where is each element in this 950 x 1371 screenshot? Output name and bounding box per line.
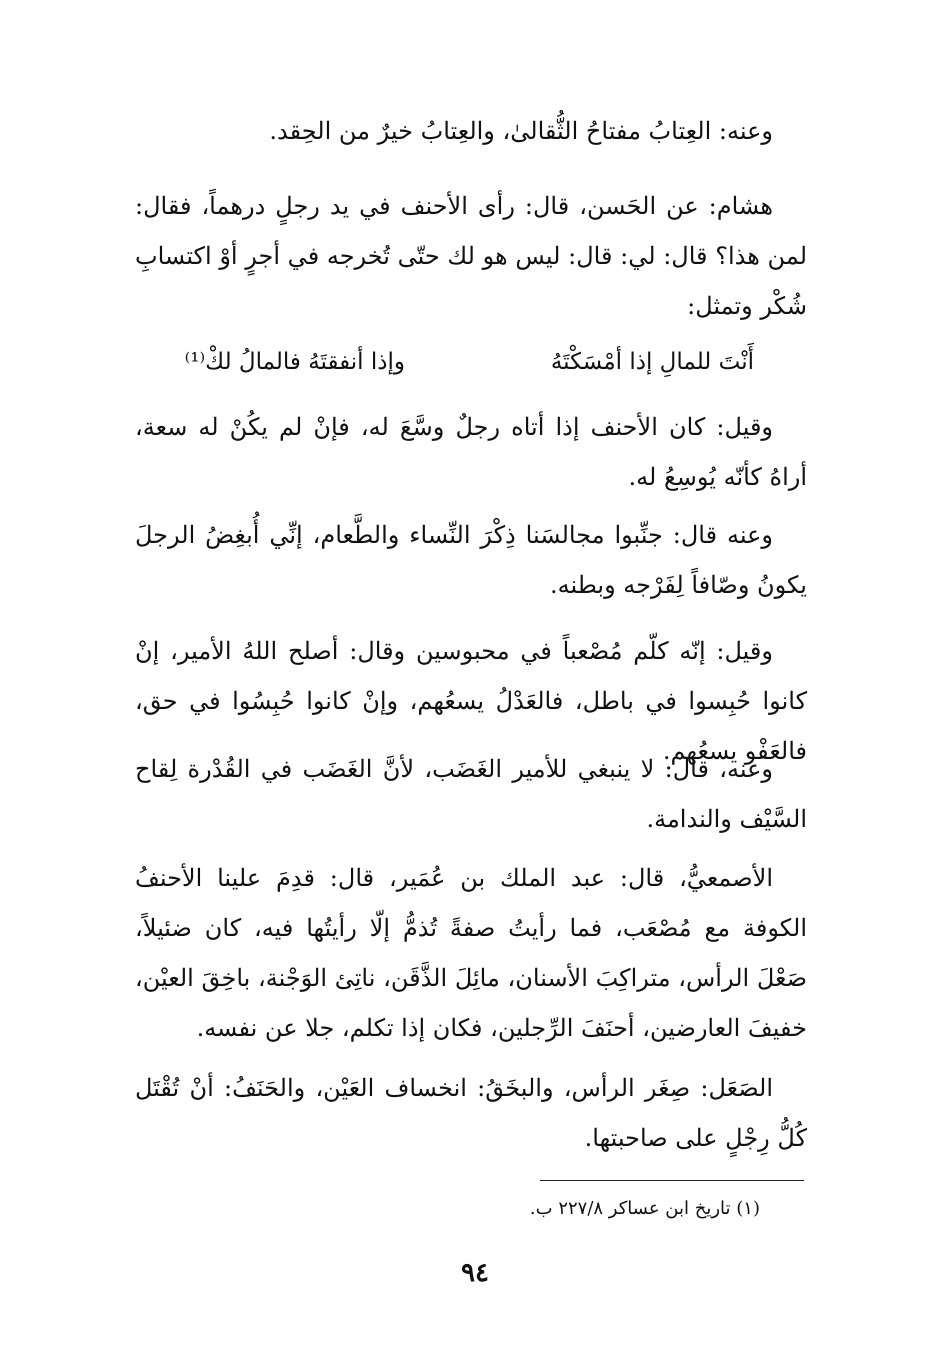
paragraph-anger: وعنه، قال: لا ينبغي للأمير الغَضَب، لأنَّ الغَضَب في القُدْرة لِقاح السَّيْف والندامة. [135,755,807,833]
paragraph-musab-prisoners: وقيل: إنّه كلّم مُصْعباً في محبوسين وقال: أصلح اللهُ الأمير، إنْ كانوا حُبِسوا في باطل، فالعَدْلُ يسعُهم، وإنْ كانوا حُبِسُوا في حق، فالعَفْو يسعُهم. [135,637,807,765]
footnote-divider [540,1180,804,1181]
paragraph-ahnaf-seating: وقيل: كان الأحنف إذا أتاه رجلٌ وسَّعَ له، فإنْ لم يكُنْ له سعة، أراهُ كأنّه يُوسِعُ له. [135,413,807,491]
footnote: (١) تاريخ ابن عساكر ٢٢٧/٨ ب. [529,1198,760,1219]
verse-left-hemistich: وإذا أنفقتَهُ فالمالُ لكْ⁽¹⁾ [184,349,405,375]
paragraph-avoid-women-food: وعنه قال: جنِّبوا مجالسَنا ذِكْرَ النِّساء والطَّعام، إنِّي أُبغِضُ الرجلَ يكونُ وصّافاً لِفَرْجه وبطنه. [135,521,807,599]
paragraph-reproach: وعنه: العِتابُ مفتاحُ الثُّقالىٰ، والعِتابُ خيرٌ من الحِقد. [269,117,773,145]
paragraph-asmai-description: الأصمعيُّ، قال: عبد الملك بن عُمَير، قال: قدِمَ علينا الأحنفُ الكوفة مع مُصْعَب، فما رأيتُ صفةً تُذمُّ إلّا رأيتُها فيه، كان ضئيلاً، صَعْلَ الرأس، متراكِبَ الأسنان، مائِلَ الذَّقَن، ناتِئ الوَجْنة، باخِقَ العيْن، خفيفَ العارضين، أحنَفَ الرِّجلين، فكان إذا تكلم، جلا عن نفسه. [135,864,807,1042]
paragraph-glossary: الصَعَل: صِغَر الرأس، والبخَقُ: انخساف العَيْن، والحَنَفُ: أنْ تُقْتَل كُلُّ رِجْلٍ على صاحبتها. [135,1074,807,1152]
paragraph-hisham-dirham: هشام: عن الحَسن، قال: رأى الأحنف في يد رجلٍ درهماً، فقال: لمن هذا؟ قال: لي: قال: ليس هو لك حتّى تُخرجه في أجرٍ أوْ اكتسابِ شُكْر وتمثل: [135,192,807,320]
page-number: ٩٤ [461,1258,489,1288]
verse-right-hemistich: أَنْتَ للمالِ إذا أمْسَكْتَهُ [550,349,754,375]
